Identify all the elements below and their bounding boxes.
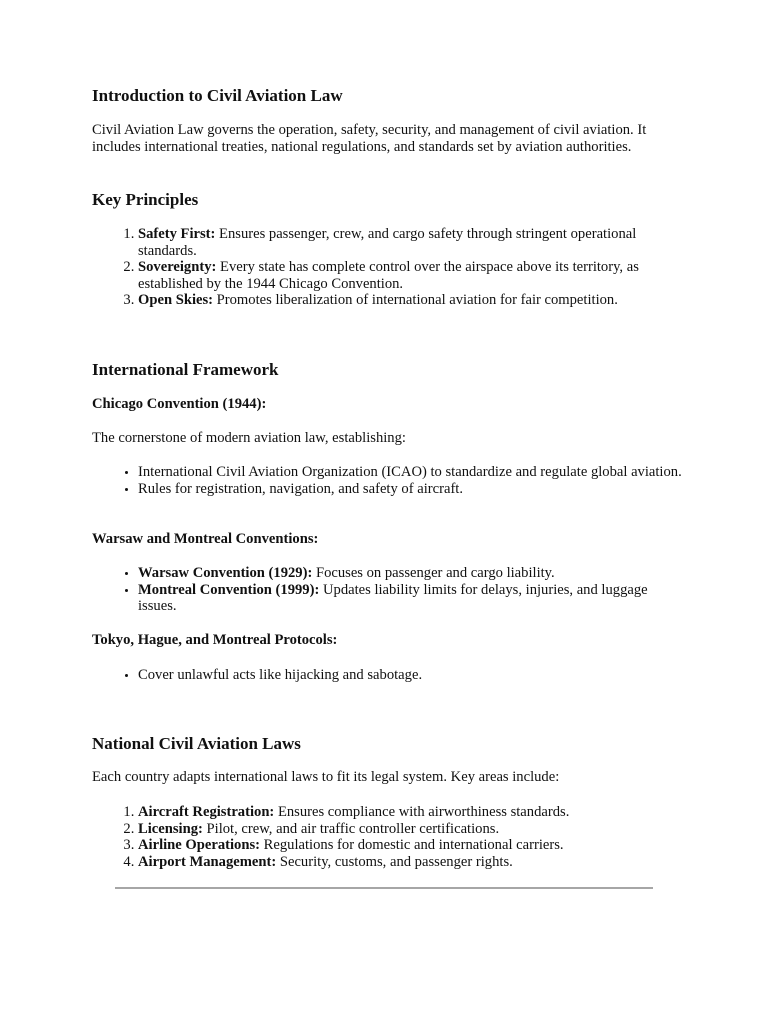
item-term: Safety First: xyxy=(138,226,216,242)
list-item: • Cover unlawful acts like hijacking and sabotage. xyxy=(138,667,682,684)
list-item xyxy=(138,854,682,871)
national-heading: National Civil Aviation Laws xyxy=(92,734,301,753)
item-term: Warsaw Convention (1929): xyxy=(138,565,313,581)
item-term: Aircraft Registration: xyxy=(138,804,275,820)
intro-paragraph: Civil Aviation Law governs the operation, safety, security, and management of civil aviation. It includes international treaties, national regulations, and standards set by aviation authorities. xyxy=(92,122,647,155)
item-term: Licensing: xyxy=(138,820,203,837)
chicago-subheading: Chicago Convention (1944): xyxy=(92,396,267,412)
item-term: Open Skies: xyxy=(138,292,214,309)
item-text: Promotes liberalization of international aviation for fair competition. xyxy=(213,292,618,309)
list-item: • International Civil Aviation Organization (ICAO) to standardize and regulate global aviation. xyxy=(138,464,682,481)
national-intro: Each country adapts international laws to fit its legal system. Key areas include: xyxy=(92,769,560,785)
international-heading: International Framework xyxy=(92,360,279,379)
item-text: Updates liability limits for delays, injuries, and luggage issues. xyxy=(138,581,648,615)
list-item xyxy=(138,837,682,854)
item-term: Montreal Convention (1999): xyxy=(138,581,320,598)
item-text: Regulations for domestic and international carriers. xyxy=(260,837,564,854)
item-text: Focuses on passenger and cargo liability. xyxy=(312,565,555,581)
key-principles-list xyxy=(92,226,682,309)
item-text: Security, customs, and passenger rights. xyxy=(276,853,513,870)
key-principles-heading: Key Principles xyxy=(92,190,199,209)
horizontal-rule xyxy=(115,887,653,889)
item-text: Every state has complete control over the airspace above its territory, as established by the 1944 Chicago Convention. xyxy=(138,259,639,292)
item-text: Ensures passenger, crew, and cargo safety through stringent operational standards. xyxy=(138,226,637,259)
warsaw-subheading: Warsaw and Montreal Conventions: xyxy=(92,531,319,547)
item-text: Ensures compliance with airworthiness standards. xyxy=(274,804,570,820)
list-item: • Rules for registration, navigation, and safety of aircraft. xyxy=(138,481,682,498)
warsaw-list xyxy=(92,565,682,615)
protocols-subheading: Tokyo, Hague, and Montreal Protocols: xyxy=(92,632,338,648)
item-term: Sovereignty: xyxy=(138,259,217,276)
item-term: Airline Operations: xyxy=(138,837,261,854)
intro-heading: Introduction to Civil Aviation Law xyxy=(92,86,343,105)
national-list xyxy=(92,804,682,870)
item-term: Airport Management: xyxy=(138,853,277,870)
list-item xyxy=(138,292,682,309)
list-item xyxy=(138,259,682,292)
list-item xyxy=(138,582,682,615)
chicago-intro: The cornerstone of modern aviation law, establishing: xyxy=(92,430,406,446)
protocols-list xyxy=(92,667,682,684)
list-item xyxy=(138,821,682,838)
chicago-list xyxy=(92,464,682,497)
list-item xyxy=(138,565,682,582)
item-text: Pilot, crew, and air traffic controller certifications. xyxy=(202,820,500,837)
list-item xyxy=(138,804,682,821)
list-item xyxy=(138,226,682,259)
